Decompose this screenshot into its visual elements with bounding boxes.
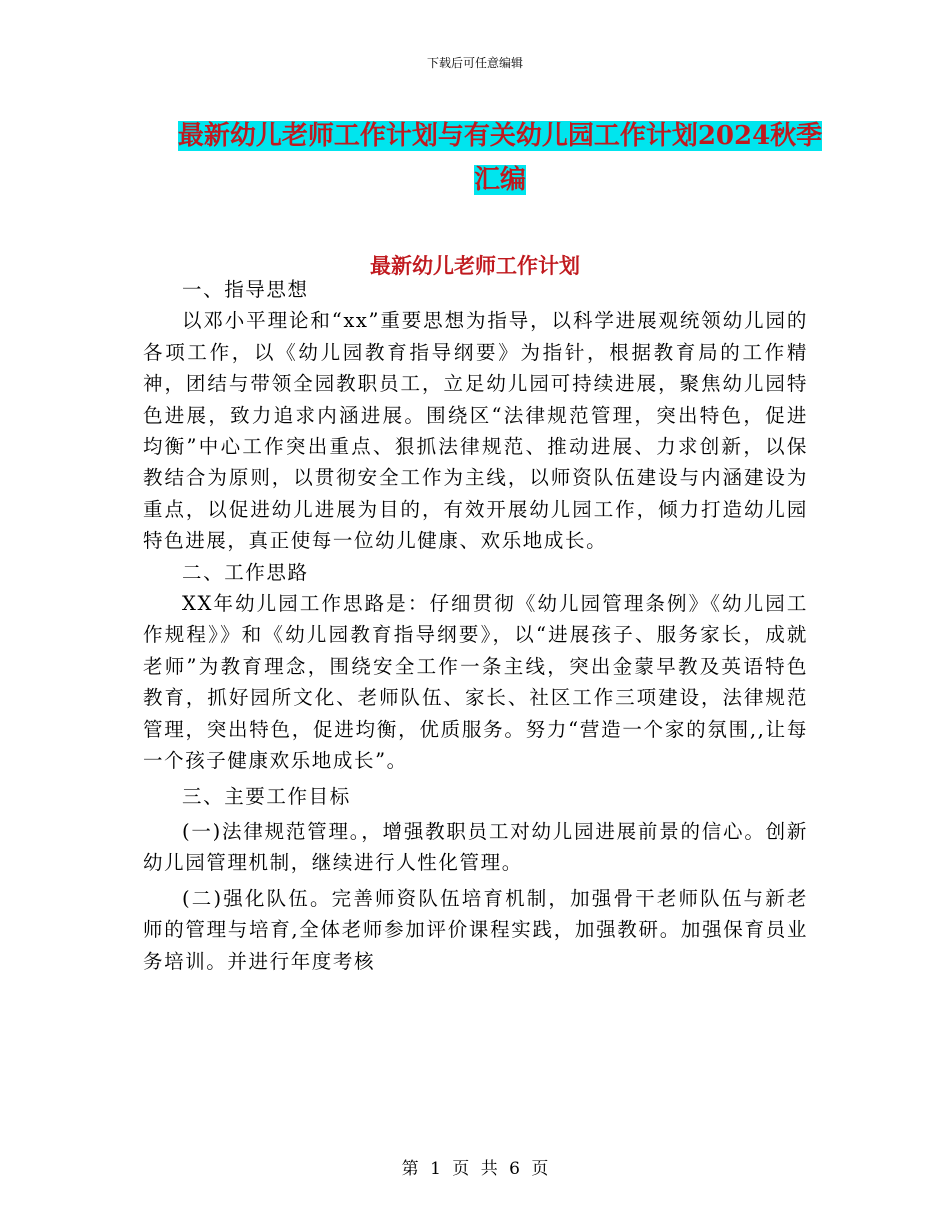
paragraph-goal-2: (二)强化队伍。完善师资队伍培育机制，加强骨干老师队伍与新老师的管理与培育,全体老师参加评价课程实践，加强教研。加强保育员业务培训。并进行年度考核 — [143, 886, 808, 973]
heading-guiding-ideology: 一、指导思想 — [182, 278, 309, 301]
page-footer: 第 1 页 共 6 页 — [401, 1159, 549, 1179]
header-note: 下载后可任意编辑 — [426, 56, 523, 70]
heading-main-goals: 三、主要工作目标 — [182, 784, 351, 808]
paragraph-goal-1: (一)法律规范管理。，增强教职员工对幼儿园进展前景的信心。创新幼儿园管理机制，继续进行人性化管理。 — [143, 819, 808, 875]
document-title-text: 最新幼儿老师工作计划与有关幼儿园工作计划2024秋季汇编 — [177, 121, 823, 195]
section-title: 最新幼儿老师工作计划 — [370, 253, 580, 278]
document-title — [170, 114, 830, 202]
paragraph-guiding-ideology: 以邓小平理论和“xx”重要思想为指导，以科学进展观统领幼儿园的各项工作，以《幼儿园教育指导纲要》为指针，根据教育局的工作精神，团结与带领全园教职员工，立足幼儿园可持续进展，聚焦幼儿园特色进展，致力追求内涵进展。围绕区“法律规范管理，突出特色，促进均衡”中心工作突出重点、狠抓法律规范、推动进展、力求创新，以保教结合为原则，以贯彻安全工作为主线，以师资队伍建设与内涵建设为重点，以促进幼儿进展为目的，有效开展幼儿园工作，倾力打造幼儿园特色进展，真正使每一位幼儿健康、欢乐地成长。 — [143, 309, 808, 553]
paragraph-work-approach: XX年幼儿园工作思路是：仔细贯彻《幼儿园管理条例》《幼儿园工作规程》》和《幼儿园教育指导纲要》，以“进展孩子、服务家长，成就老师”为教育理念，围绕安全工作一条主线，突出金蒙早教及英语特色教育，抓好园所文化、老师队伍、家长、社区工作三项建设，法律规范管理，突出特色，促进均衡，优质服务。努力“营造一个家的氛围,,让每一个孩子健康欢乐地成长”。 — [143, 592, 808, 773]
document-body — [143, 274, 808, 977]
heading-work-approach: 二、工作思路 — [182, 560, 309, 584]
